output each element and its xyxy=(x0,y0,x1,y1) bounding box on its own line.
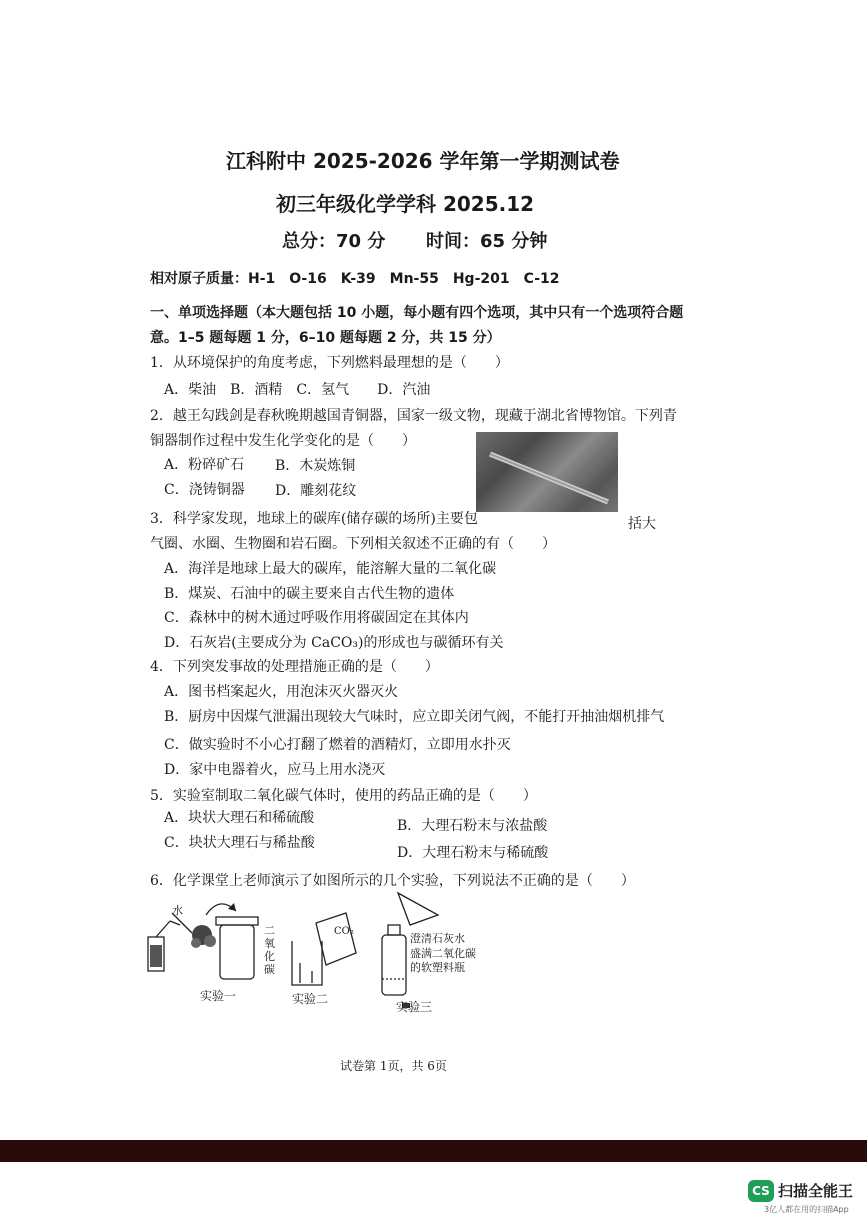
q3-stem-line1-tail: 括大 xyxy=(628,516,656,532)
q5-option-c: C．块状大理石与稀盐酸 xyxy=(164,835,315,851)
q2-option-d: D．雕刻花纹 xyxy=(275,483,357,499)
figure-co2-label-4: 碳 xyxy=(264,963,275,976)
q6-stem: 6．化学课堂上老师演示了如图所示的几个实验，下列说法不正确的是（ ） xyxy=(150,873,635,889)
q2-option-a: A．粉碎矿石 xyxy=(164,457,245,473)
q4-option-a: A．图书档案起火，用泡沫灭火器灭火 xyxy=(164,684,399,700)
school-title: 江科附中 2025-2026 学年第一学期测试卷 xyxy=(226,149,620,173)
figure-bottle-label-2: 的软塑料瓶 xyxy=(410,961,465,974)
figure-exp3-label: 实验三 xyxy=(396,1000,433,1014)
flower-icon xyxy=(191,925,216,948)
q5-option-d: D．大理石粉末与稀硫酸 xyxy=(397,845,549,861)
q4-option-d: D．家中电器着火，应马上用水浇灭 xyxy=(164,762,386,778)
q2-option-c: C．浇铸铜器 xyxy=(164,482,245,498)
figure-co2-cup-label: CO₂ xyxy=(334,926,354,937)
q2-stem-line2: 铜器制作过程中发生化学变化的是（ ） xyxy=(150,433,416,449)
page-footer: 试卷第 1页，共 6页 xyxy=(340,1059,447,1073)
figure-exp1-label: 实验一 xyxy=(200,989,237,1003)
gas-jar-icon xyxy=(216,917,258,979)
arrow-icon xyxy=(206,903,236,915)
q4-option-c: C．做实验时不小心打翻了燃着的酒精灯，立即用水扑灭 xyxy=(164,737,511,753)
beaker-icon xyxy=(292,941,322,985)
q3-option-d: D．石灰岩(主要成分为 CaCO₃)的形成也与碳循环有关 xyxy=(164,635,504,651)
camscanner-name: 扫描全能王 xyxy=(778,1182,854,1200)
camscanner-tagline: 3亿人都在用的扫描App xyxy=(764,1205,849,1214)
q3-option-c: C．森林中的树木通过呼吸作用将碳固定在其体内 xyxy=(164,610,469,626)
q1-options: A．柴油 B．酒精 C．氢气 D．汽油 xyxy=(164,382,431,398)
section-heading-line1: 一、单项选择题（本大题包括 10 小题，每小题有四个选项，其中只有一个选项符合题 xyxy=(150,305,684,321)
spray-bottle-icon xyxy=(148,913,192,971)
section-heading-line2: 意。1–5 题每题 1 分，6–10 题每题 2 分，共 15 分） xyxy=(150,330,501,346)
q4-option-b: B．厨房中因煤气泄漏出现较大气味时，应立即关闭气阀，不能打开抽油烟机排气 xyxy=(164,709,665,725)
figure-exp2-label: 实验二 xyxy=(292,992,329,1006)
q1-stem: 1．从环境保护的角度考虑，下列燃料最理想的是（ ） xyxy=(150,355,509,371)
q3-stem-line1: 3．科学家发现，地球上的碳库(储存碳的场所)主要包 xyxy=(150,511,478,527)
scan-bottom-edge xyxy=(0,1140,867,1162)
q3-option-b: B．煤炭、石油中的碳主要来自古代生物的遗体 xyxy=(164,586,455,602)
figure-bottle-label-1: 盛满二氧化碳 xyxy=(410,947,476,960)
q5-stem: 5．实验室制取二氧化碳气体时，使用的药品正确的是（ ） xyxy=(150,788,537,804)
figure-water-label: 水 xyxy=(172,904,183,917)
q3-option-a: A．海洋是地球上最大的碳库，能溶解大量的二氧化碳 xyxy=(164,561,497,577)
plastic-bottle-icon xyxy=(382,925,406,995)
figure-co2-label-1: 二 xyxy=(264,924,275,937)
q4-stem: 4．下列突发事故的处理措施正确的是（ ） xyxy=(150,659,439,675)
atomic-mass-line: 相对原子质量：H-1 O-16 K-39 Mn-55 Hg-201 C-12 xyxy=(150,271,560,287)
exam-time: 时间：65 分钟 xyxy=(426,231,548,252)
funnel-icon xyxy=(398,893,438,925)
q3-stem-line2: 气圈、水圈、生物圈和岩石圈。下列相关叙述不正确的有（ ） xyxy=(150,536,556,552)
q5-option-b: B．大理石粉末与浓盐酸 xyxy=(397,818,548,834)
figure-limewater-label: 澄清石灰水 xyxy=(410,932,465,945)
subject-title: 初三年级化学学科 2025.12 xyxy=(276,192,535,216)
q2-stem-line1: 2．越王勾践剑是春秋晚期越国青铜器，国家一级文物，现藏于湖北省博物馆。下列青 xyxy=(150,408,677,424)
total-score: 总分：70 分 xyxy=(282,231,386,252)
sword-photo xyxy=(476,432,618,512)
figure-co2-label-3: 化 xyxy=(264,950,275,963)
sword-icon xyxy=(476,432,618,512)
figure-co2-label-2: 氧 xyxy=(264,937,275,950)
q5-option-a: A．块状大理石和稀硫酸 xyxy=(164,810,315,826)
camscanner-badge-icon: CS xyxy=(748,1180,774,1202)
q2-option-b: B．木炭炼铜 xyxy=(275,458,356,474)
